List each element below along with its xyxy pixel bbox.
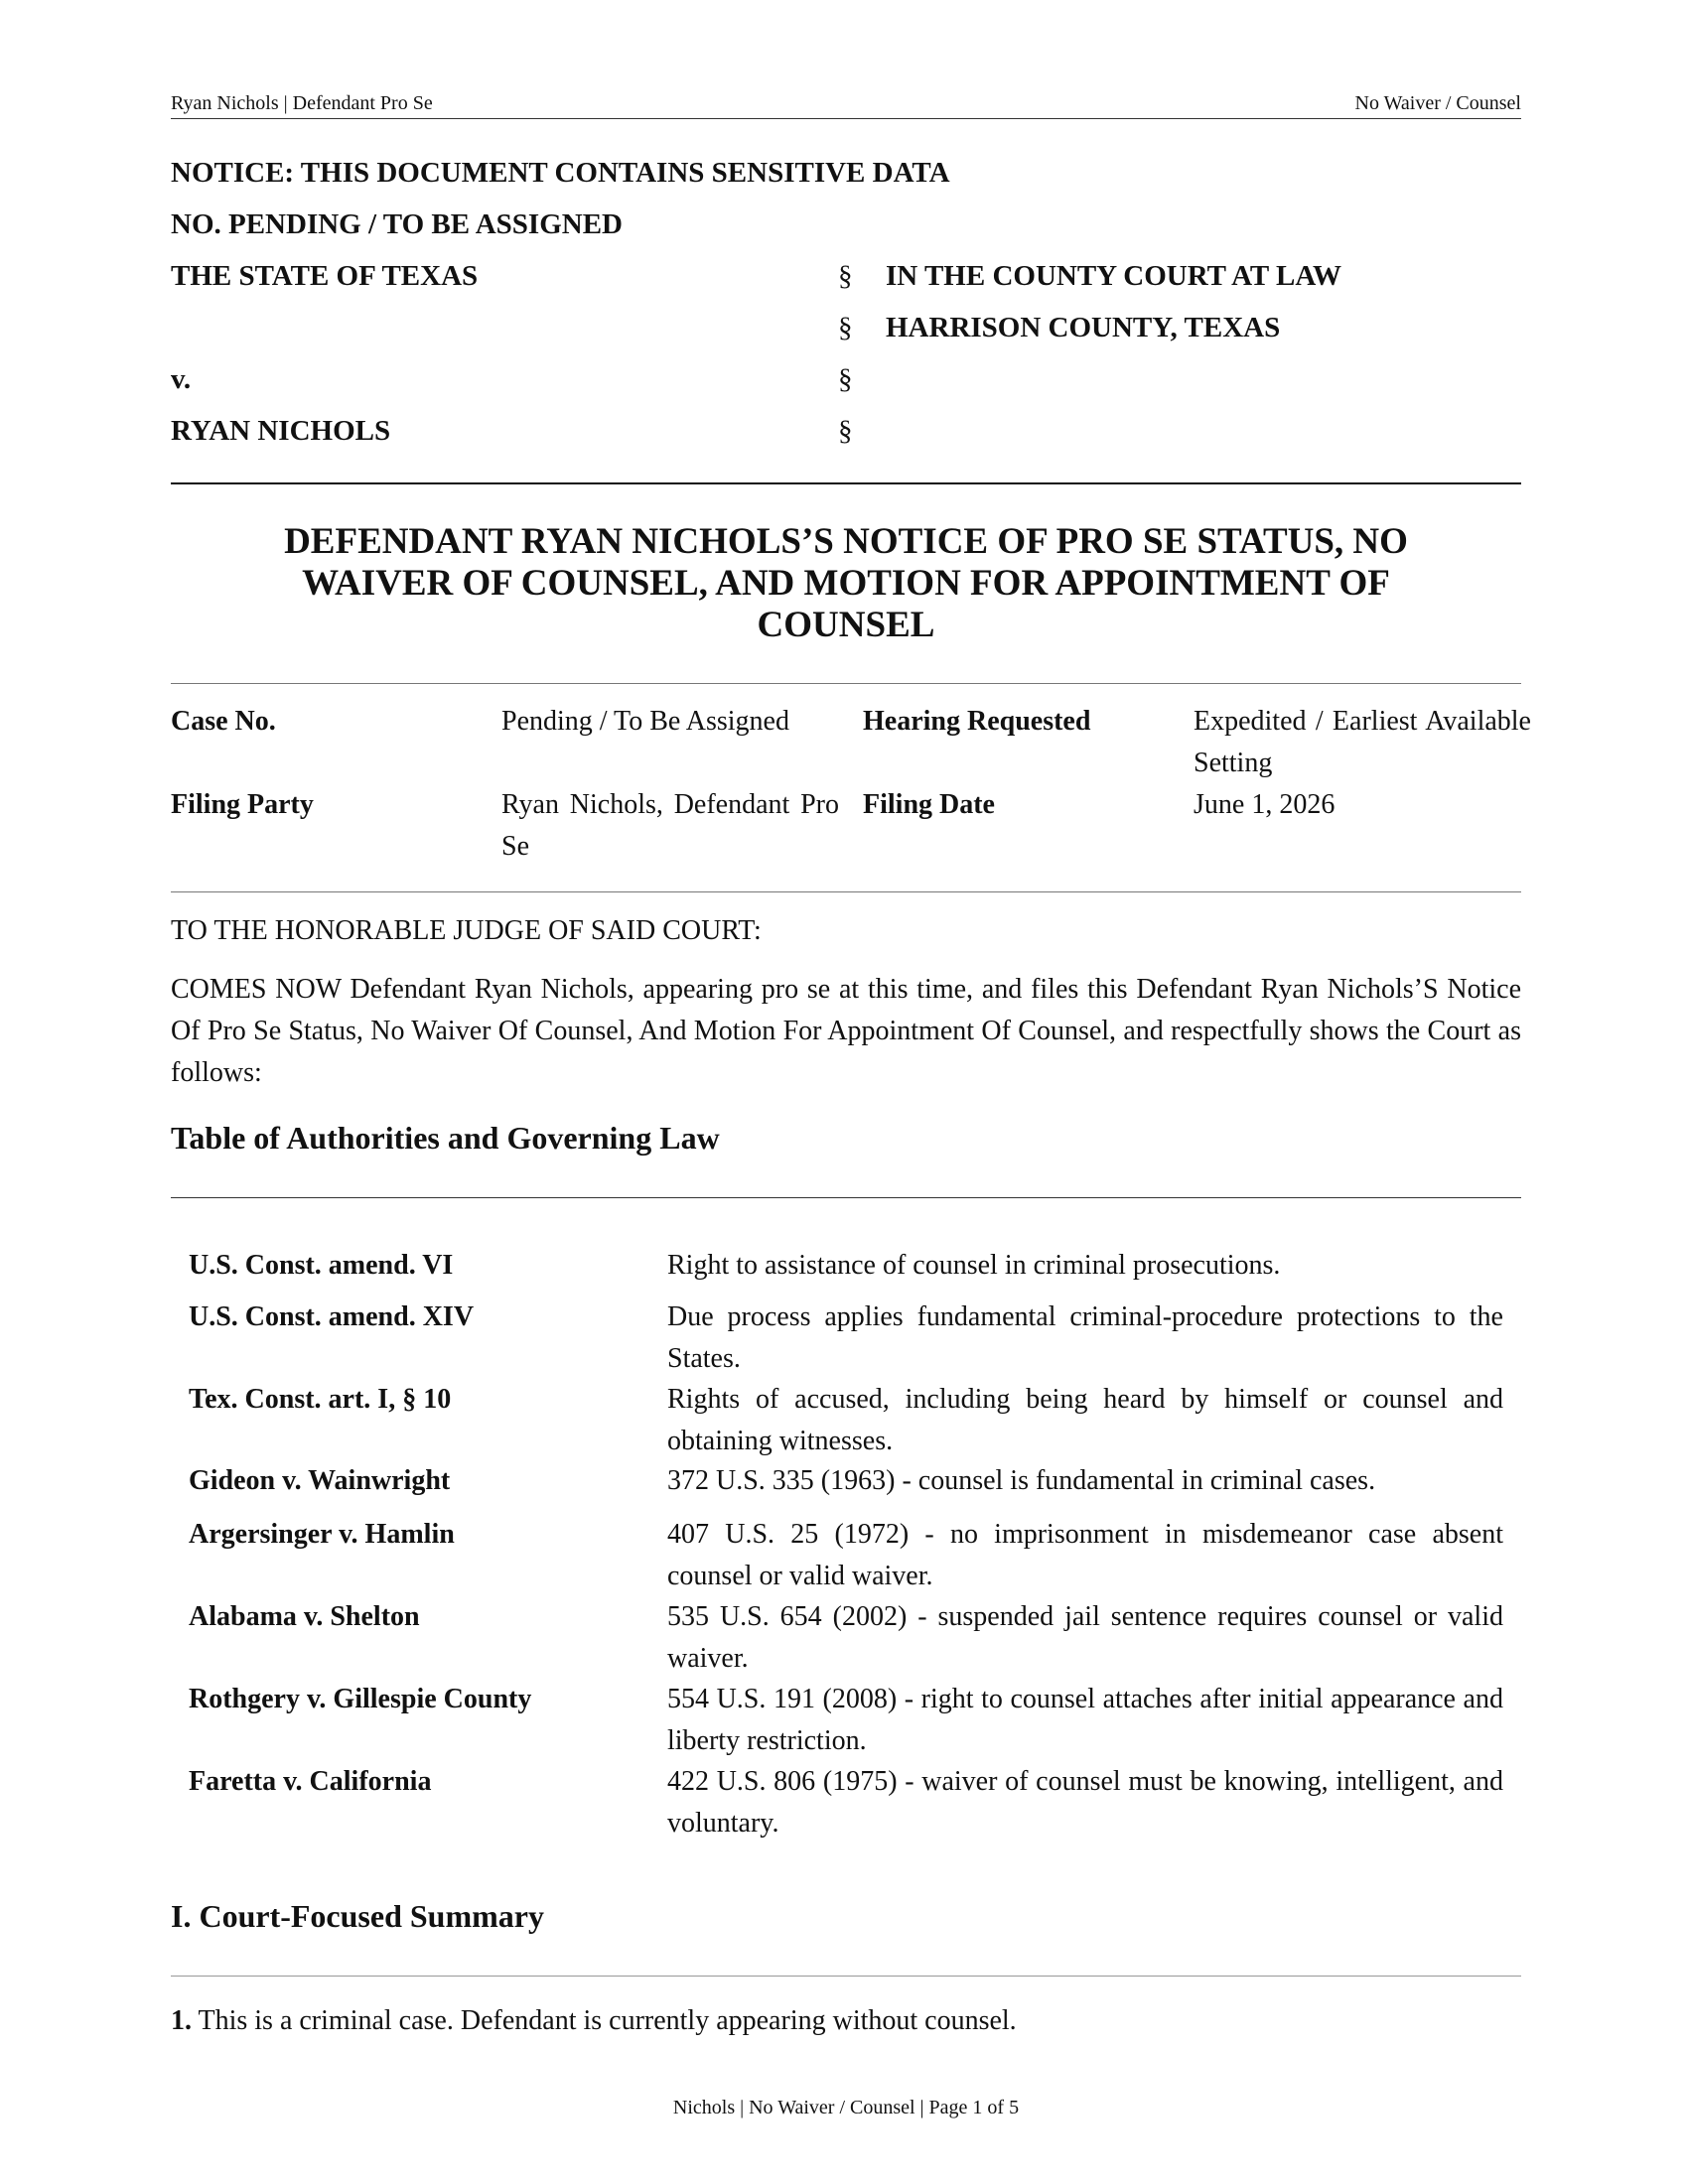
caption-row — [171, 415, 1521, 455]
running-header — [171, 91, 1521, 119]
caption-right: HARRISON COUNTY, TEXAS — [886, 312, 1281, 343]
paragraph-text: This is a criminal case. Defendant is currently appearing without counsel. — [198, 2005, 1017, 2036]
info-top-divider — [171, 683, 1521, 684]
page-footer: Nichols | No Waiver / Counsel | Page 1 of 5 — [672, 2097, 1020, 2118]
authority-description: Due process applies fundamental criminal-procedure protections to the States. — [667, 1301, 1503, 1374]
document-title: DEFENDANT RYAN NICHOLS’S NOTICE OF PRO SE STATUS, NO WAIVER OF COUNSEL, AND MOTION FOR APPOINTMENT OF COUNSEL — [284, 521, 1408, 645]
section-symbol: § — [838, 312, 853, 343]
authority-description: 372 U.S. 335 (1963) - counsel is fundamental in criminal cases. — [667, 1465, 1376, 1496]
filing-party-value: Ryan Nichols, Defendant Pro Se — [501, 789, 839, 862]
toa-divider — [171, 1197, 1521, 1198]
authority-description: Rights of accused, including being heard by himself or counsel and obtaining witnesses. — [667, 1384, 1503, 1456]
caption-divider — [171, 482, 1521, 484]
running-header-right: No Waiver / Counsel — [1354, 92, 1521, 114]
authority-name: Faretta v. California — [189, 1766, 432, 1797]
filing-date-label: Filing Date — [863, 789, 995, 820]
authority-description: 554 U.S. 191 (2008) - right to counsel attaches after initial appearance and liberty restriction. — [667, 1684, 1503, 1756]
caption-row — [171, 312, 1521, 351]
authority-name: U.S. Const. amend. VI — [189, 1250, 454, 1281]
running-header-left: Ryan Nichols | Defendant Pro Se — [171, 92, 433, 114]
caption-left: THE STATE OF TEXAS — [171, 260, 479, 292]
caption-right: IN THE COUNTY COURT AT LAW — [886, 260, 1342, 292]
section-one-divider — [171, 1976, 1521, 1977]
info-bottom-divider — [171, 891, 1521, 892]
authority-description: 535 U.S. 654 (2002) - suspended jail sentence requires counsel or valid waiver. — [667, 1601, 1503, 1674]
intro-paragraph: COMES NOW Defendant Ryan Nichols, appearing pro se at this time, and files this Defendant Ryan Nichols’S Notice Of Pro Se Status, No Waiver Of Counsel, And Motion For Appointment Of Counsel, and respectfully shows the Court as follows: — [171, 974, 1521, 1088]
authority-description: Right to assistance of counsel in criminal prosecutions. — [667, 1250, 1281, 1281]
section-one-heading: I. Court-Focused Summary — [171, 1898, 544, 1934]
caption-row — [171, 260, 1521, 300]
authority-name: Argersinger v. Hamlin — [189, 1519, 455, 1550]
case-number-line: NO. PENDING / TO BE ASSIGNED — [171, 208, 623, 240]
sensitive-data-notice: NOTICE: THIS DOCUMENT CONTAINS SENSITIVE DATA — [171, 157, 950, 189]
hearing-requested-value: Expedited / Earliest Available Setting — [1194, 706, 1531, 778]
salutation: TO THE HONORABLE JUDGE OF SAID COURT: — [171, 915, 762, 946]
caption-row — [171, 363, 1521, 403]
authority-name: Tex. Const. art. I, § 10 — [189, 1384, 452, 1415]
section-symbol: § — [838, 260, 853, 292]
paragraph-number: 1. — [171, 2005, 192, 2036]
section-symbol: § — [838, 363, 853, 395]
authority-description: 407 U.S. 25 (1972) - no imprisonment in misdemeanor case absent counsel or valid waiver. — [667, 1519, 1503, 1591]
authority-name: Alabama v. Shelton — [189, 1601, 420, 1632]
section-symbol: § — [838, 415, 853, 447]
caption-left: v. — [171, 363, 192, 395]
case-no-label: Case No. — [171, 706, 276, 737]
case-no-value: Pending / To Be Assigned — [501, 706, 789, 737]
authority-name: Rothgery v. Gillespie County — [189, 1684, 532, 1714]
filing-date-value: June 1, 2026 — [1194, 789, 1336, 820]
authority-name: Gideon v. Wainwright — [189, 1465, 451, 1496]
authority-description: 422 U.S. 806 (1975) - waiver of counsel must be knowing, intelligent, and voluntary. — [667, 1766, 1503, 1839]
authority-name: U.S. Const. amend. XIV — [189, 1301, 475, 1332]
caption-left: RYAN NICHOLS — [171, 415, 391, 447]
hearing-requested-label: Hearing Requested — [863, 706, 1091, 737]
toa-heading: Table of Authorities and Governing Law — [171, 1120, 720, 1156]
filing-party-label: Filing Party — [171, 789, 314, 820]
numbered-paragraph — [171, 2005, 1017, 2037]
